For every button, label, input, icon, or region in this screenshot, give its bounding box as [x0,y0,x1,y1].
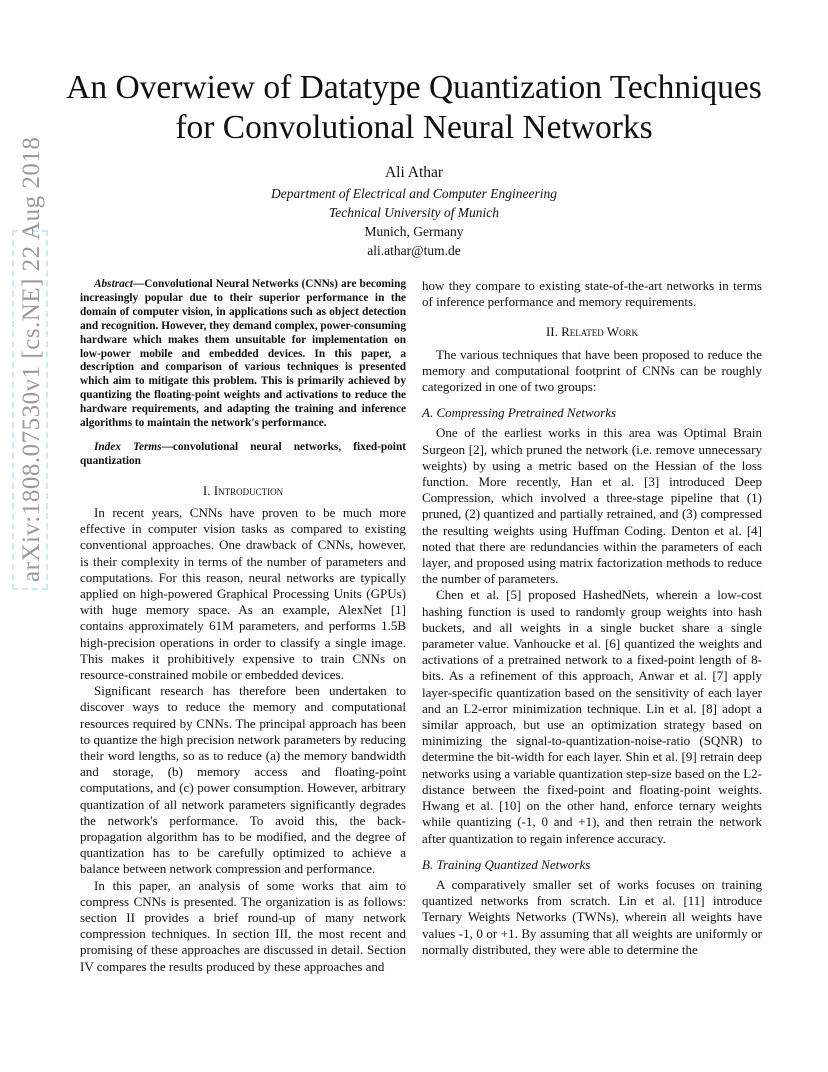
related-work-paragraph-1: The various techniques that have been proposed to reduce the memory and computational footprint of CNNs can be roughly categorized in one of two groups: [422,346,762,395]
section-heading-related-work: II. Related Work [545,324,639,340]
intro-paragraph-1: In recent years, CNNs have proven to be much more effective in computer vision tasks as compared to existing conventional approaches. One drawback of CNNs, however, is their complexity in terms of the number of parameters and computations. For this reason, neural networks are typically applied on high-powered Graphical Processing Units (GPUs) with huge memory space. As an example, AlexNet [1] contains approximately 61M parameters, and performs 1.5B high-precision operations in order to classify a single image. This makes it prohibitively expensive to train CNNs on resource-constrained mobile or embedded devices. [80,504,406,683]
subsection-heading-a: A. Compressing Pretrained Networks [422,405,617,421]
affiliation-department: Department of Electrical and Computer Engineering [270,186,558,201]
paper-title [40,68,788,148]
affiliation-location: Munich, Germany [364,224,464,239]
subsection-a-paragraph-1: One of the earliest works in this area was Optimal Brain Surgeon [2], which pruned the network (i.e. remove unnecessary weights) by using a metric based on the Hessian of the loss function. More recently, Han et al. [3] introduced Deep Compression, which involved a three-stage pipeline that (1) pruned, (2) quantized and partially retrained, and (3) compressed the resulting weights using Huffman Coding. Denton et al. [4] noted that there are redundancies within the parameters of each layer, and proposed using matrix factorization methods to reduce the number of parameters. [422,425,762,587]
section-heading-introduction: I. Introduction [202,482,284,498]
right-column [422,278,762,958]
subsection-a-paragraph-2: Chen et al. [5] proposed HashedNets, wherein a low-cost hashing function is used to randomly group weights into hash buckets, and all weights in a single bucket share a single parameter value. Vanhoucke et al. [6] quantized the weights and activations of a pretrained network to a fixed-point length of 8-bits. As a refinement of this approach, Anwar et al. [7] apply layer-specific quantization based on the sensitivity of each layer and an L2-error minimization technique. Lin et al. [8] adopt a similar approach, but use an optimization strategy based on minimizing the signal-to-quantization-noise-ratio (SQNR) to determine the bit-width for each layer. Shin et al. [9] retrain deep networks using a variable quantization step-size based on the L2-distance between the fixed-point and floating-point weights. Hwang et al. [10] on the other hand, enforce ternary weights while quantizing (-1, 0 and +1), and then retrain the network after quantization to regain inference accuracy. [422,587,762,846]
subsection-heading-b: B. Training Quantized Networks [422,856,591,872]
title-line-1: An Overwiew of Datatype Quantization Techniques [66,69,762,106]
author-email: ali.athar@tum.de [367,243,461,258]
arxiv-identifier: arXiv:1808.07530v1 [cs.NE] 22 Aug 2018 [12,230,48,590]
affiliation-university: Technical University of Munich [328,205,500,220]
arxiv-sidebar [0,136,60,610]
index-terms: Index Terms—convolutional neural networks, fixed-point quantization [80,440,406,467]
title-line-2: for Convolutional Neural Networks [175,109,653,146]
author-block [100,162,728,260]
subsection-b-paragraph-1: A comparatively smaller set of works focuses on training quantized networks from scratch. Lin et al. [11] introduce Ternary Weights Networks (TWNs), wherein all weights have values -1, 0 or +1. By assuming that all weights are uniformly or normally distributed, they were able to determine the [422,876,762,957]
left-column [80,278,406,975]
author-name: Ali Athar [384,164,444,181]
abstract: Abstract—Convolutional Neural Networks (CNNs) are becoming increasingly popular due to their superior performance in the domain of computer vision, in applications such as object detection and recognition. However, they demand complex, power-consuming hardware which makes them unsuitable for implementation on low-power mobile and embedded devices. In this paper, a description and comparison of various techniques is presented which aim to mitigate this problem. This is primarily achieved by quantizing the floating-point weights and activations to reduce the hardware requirements, and adapting the training and inference algorithms to maintain the network's performance. [80,278,406,430]
intro-paragraph-3-continued: how they compare to existing state-of-the-art networks in terms of inference performance and memory requirements. [422,278,762,310]
intro-paragraph-3: In this paper, an analysis of some works that aim to compress CNNs is presented. The organization is as follows: section II provides a brief round-up of many network compression techniques. In section III, the most recent and promising of these approaches are discussed in detail. Section IV compares the results produced by these approaches and [80,877,406,974]
intro-paragraph-2: Significant research has therefore been undertaken to discover ways to reduce the memory and computational resources required by CNNs. The principal approach has been to quantize the high precision network parameters by reducing their word lengths, so as to reduce (a) the memory bandwidth and storage, (b) memory access and floating-point computations, and (c) power consumption. However, arbitrary quantization of all network parameters significantly degrades the network's performance. To avoid this, the back-propagation algorithm has to be modified, and the degree of quantization has to be carefully optimized to achieve a balance between network compression and performance. [80,683,406,877]
